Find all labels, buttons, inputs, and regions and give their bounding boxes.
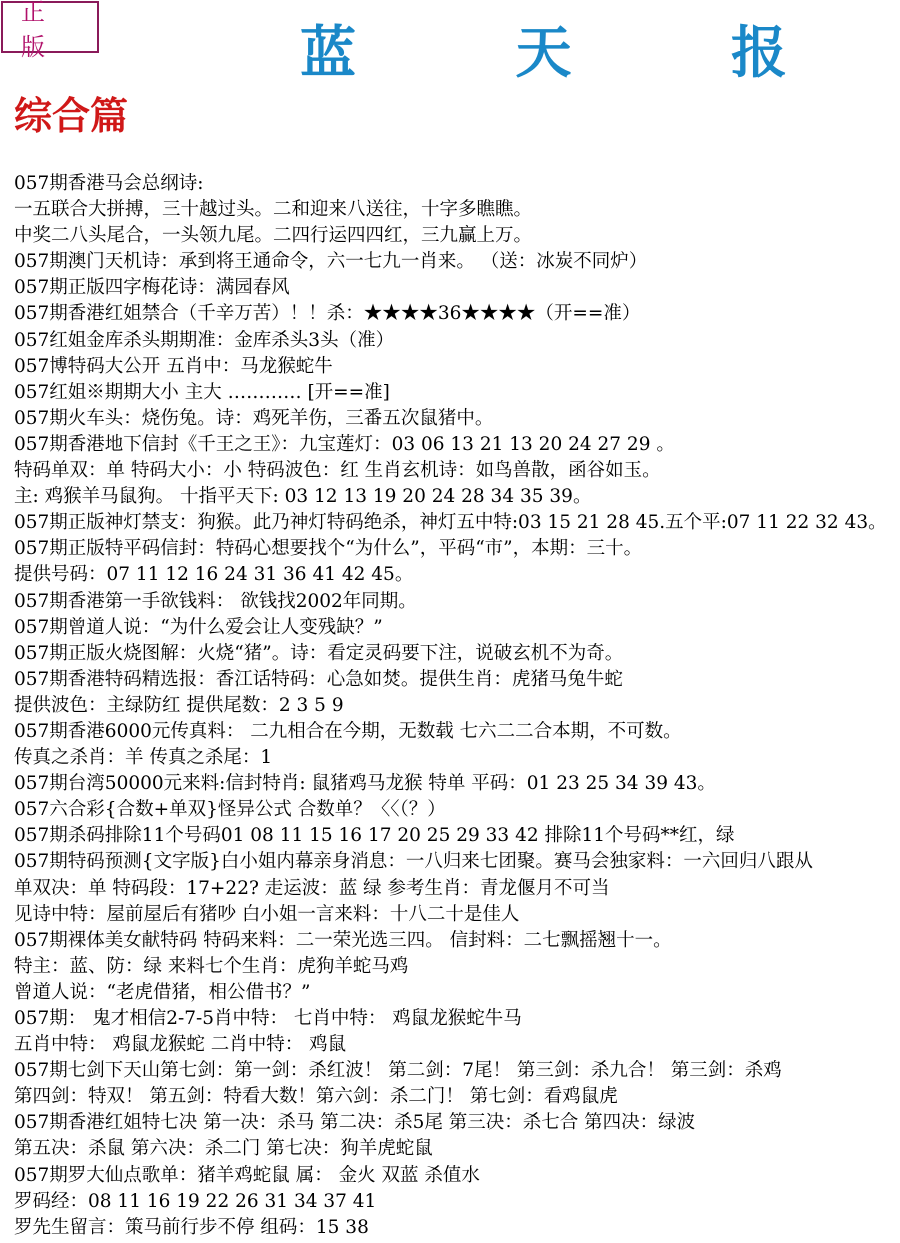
text-line: 057博特码大公开 五肖中：马龙猴蛇牛 <box>14 355 333 377</box>
text-line: 主: 鸡猴羊马鼠狗。 十指平天下: 03 12 13 19 20 24 28 34 35 39。 <box>14 486 592 508</box>
text-line: 传真之杀肖：羊 传真之杀尾：1 <box>14 747 273 769</box>
text-line: 057期香港特码精选报：香江话特码：心急如焚。提供生肖：虎猪马兔牛蛇 <box>14 668 623 690</box>
edition-stamp: 正 版 <box>1 1 99 53</box>
text-line: 中奖二八头尾合，一头领九尾。二四行运四四红，三九赢上万。 <box>14 225 533 247</box>
text-line: 057六合彩{合数+单双}怪异公式 合数单？〈〈（？） <box>14 799 446 821</box>
text-line: 057期香港6000元传真料： 二九相合在今期，无数载 七六二二合本期，不可数。 <box>14 720 682 742</box>
text-line: 第五决：杀鼠 第六决：杀二门 第七决：狗羊虎蛇鼠 <box>14 1138 433 1160</box>
text-line: 一五联合大拼搏，三十越过头。二和迎来八送往，十字多瞧瞧。 <box>14 199 533 221</box>
text-line: 057红姐※期期大小 主大 ………… [开==准] <box>14 381 390 403</box>
text-line: 057期正版特平码信封：特码心想要找个“为什么”，平码“市”，本期：三十。 <box>14 538 643 560</box>
text-line: 罗码经：08 11 16 19 22 26 31 34 37 41 <box>14 1190 377 1212</box>
text-line: 057期香港马会总纲诗: <box>14 173 204 194</box>
text-line: 曾道人说：“老虎借猪，相公借书？” <box>14 981 311 1003</box>
text-line: 第四剑：特双！ 第五剑：特看大数！第六剑：杀二门！ 第七剑：看鸡鼠虎 <box>14 1086 618 1108</box>
text-line: 特主：蓝、防：绿 来料七个生肖：虎狗羊蛇马鸡 <box>14 955 409 977</box>
text-line: 见诗中特：屋前屋后有猪吵 白小姐一言来料：十八二十是佳人 <box>14 903 520 925</box>
content-lines <box>14 171 894 1241</box>
text-line: 057期七剑下天山第七剑：第一剑：杀红波！ 第二剑：7尾！ 第三剑：杀九合！ 第三剑：杀鸡 <box>14 1060 782 1082</box>
text-line: 057红姐金库杀头期期准：金库杀头3头（准） <box>14 329 395 351</box>
text-line: 057期正版四字梅花诗：满园春风 <box>14 277 290 299</box>
text-line: 057期正版神灯禁支：狗猴。此乃神灯特码绝杀，神灯五中特:03 15 21 28 45.五个平:07 11 22 32 43。 <box>14 512 887 534</box>
text-line: 057期香港地下信封《千王之王》：九宝莲灯：03 06 13 21 13 20 24 27 29 。 <box>14 433 675 455</box>
text-line: 057期裸体美女献特码 特码来料：二一荣光选三四。 信封料：二七飘摇翘十一。 <box>14 929 672 951</box>
text-line: 057期澳门天机诗：承到将王通命令，六一七九一肖来。 （送：冰炭不同炉） <box>14 251 648 273</box>
text-line: 057期香港第一手欲钱料： 欲钱找2002年同期。 <box>14 590 417 612</box>
text-line: 057期曾道人说：“为什么爱会让人变残缺？” <box>14 616 383 638</box>
text-line: 057期火车头：烧伤兔。诗：鸡死羊伤，三番五次鼠猪中。 <box>14 407 494 429</box>
newspaper-masthead: 蓝 天 报 <box>300 20 857 86</box>
section-title: 综合篇 <box>14 93 129 138</box>
text-line: 057期香港红姐特七决 第一决：杀马 第二决：杀5尾 第三决：杀七合 第四决：绿波 <box>14 1112 696 1134</box>
text-line: 单双决：单 特码段：17+22? 走运波：蓝 绿 参考生肖：青龙偃月不可当 <box>14 877 610 899</box>
text-line: 057期罗大仙点歌单：猪羊鸡蛇鼠 属： 金火 双蓝 杀值水 <box>14 1164 480 1186</box>
text-line: 罗先生留言：策马前行步不停 组码：15 38 <box>14 1216 369 1238</box>
text-line: 057期： 鬼才相信2-7-5肖中特： 七肖中特： 鸡鼠龙猴蛇牛马 <box>14 1008 522 1029</box>
text-line: 五肖中特： 鸡鼠龙猴蛇 二肖中特： 鸡鼠 <box>14 1034 347 1056</box>
text-line: 057期香港红姐禁合（千辛万苦）！！杀：★★★★36★★★★（开==准） <box>14 303 641 325</box>
text-line: 057期特码预测{文字版}白小姐内幕亲身消息：一八归来七团聚。赛马会独家料：一六回归八跟从 <box>14 851 813 873</box>
text-line: 提供波色：主绿防红 提供尾数：2 3 5 9 <box>14 694 344 716</box>
text-line: 057期杀码排除11个号码01 08 11 15 16 17 20 25 29 33 42 排除11个号码**红，绿 <box>14 825 735 847</box>
text-line: 提供号码：07 11 12 16 24 31 36 41 42 45。 <box>14 564 414 586</box>
text-line: 057期正版火烧图解：火烧“猪”。诗：看定灵码要下注，说破玄机不为奇。 <box>14 642 624 664</box>
text-line: 057期台湾50000元来料:信封特肖: 鼠猪鸡马龙猴 特单 平码：01 23 25 34 39 43。 <box>14 773 716 795</box>
text-line: 特码单双：单 特码大小：小 特码波色：红 生肖玄机诗：如鸟兽散，函谷如玉。 <box>14 460 661 482</box>
